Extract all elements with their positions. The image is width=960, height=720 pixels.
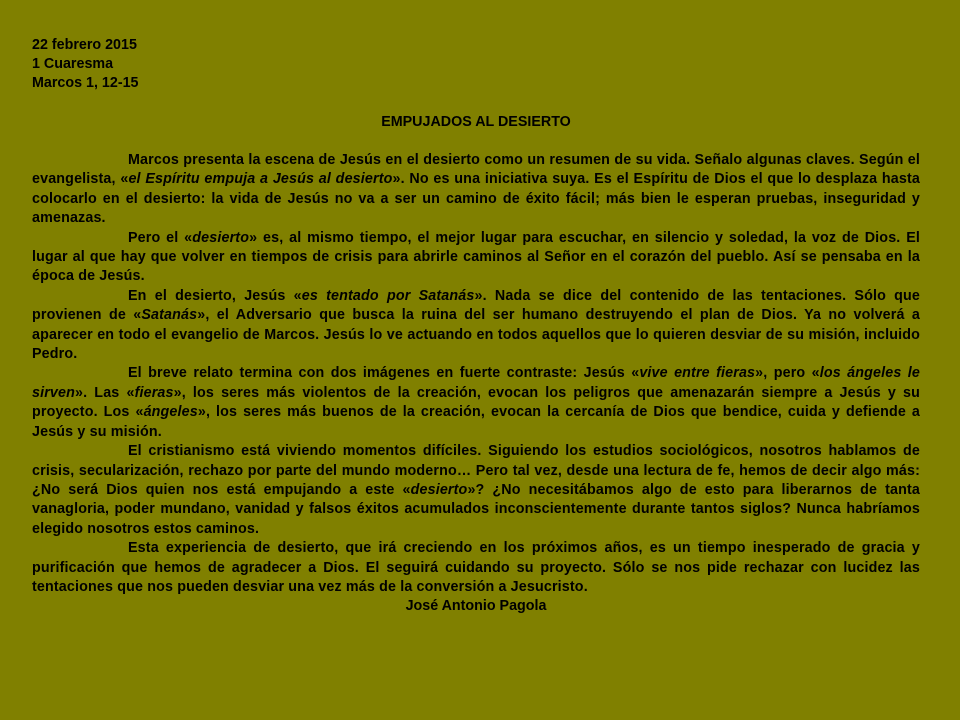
quote-run: los ángeles le sirven (32, 365, 920, 401)
text-run: »? ¿No necesitábamos algo de esto para liberarnos de tanta vanagloria, poder mundano, vanidad y falsos éxitos acumulados inconscientemente durante tantos siglos? Nunca habríamos elegido nosotros estos caminos. (32, 481, 920, 537)
text-run: », el Adversario que busca la ruina del ser humano destruyendo el plan de Dios. Ya no volverá a aparecer en todo el evangelio de Marcos. Jesús lo ve actuando en todos aquellos que lo quieren desviar de su misión, incluido Pedro. (32, 307, 920, 363)
text-run: El breve relato termina con dos imágenes en fuerte contraste: Jesús « (128, 365, 640, 382)
quote-run: fieras (134, 384, 174, 401)
quote-run: el Espíritu empuja a Jesús al desierto (128, 171, 393, 188)
quote-run: es tentado por Satanás (301, 287, 475, 304)
paragraph-2 (32, 229, 920, 287)
author-signature: José Antonio Pagola (405, 598, 547, 615)
text-run: ». Las « (75, 384, 135, 401)
reference-line: Marcos 1, 12-15 (32, 75, 139, 91)
text-run: » es, al mismo tiempo, el mejor lugar para escuchar, en silencio y soledad, la voz de Dios. El lugar al que hay que volver en tiempos de crisis para abrirle caminos al Señor en el corazón del pueblo. Así se pensaba en la época de Jesús. (32, 229, 921, 285)
text-run: En el desierto, Jesús « (128, 287, 302, 304)
article-body (32, 151, 920, 597)
text-run: Marcos presenta la escena de Jesús en el desierto como un resumen de su vida. Señalo algunas claves. Según el evangelista, « (32, 152, 920, 188)
text-run: Pero el « (128, 229, 193, 246)
quote-run: desierto (192, 229, 250, 246)
quote-run: desierto (410, 481, 468, 498)
quote-run: Satanás (141, 307, 198, 324)
text-run: », los seres más buenos de la creación, evocan la cercanía de Dios que bendice, cuida y defiende a Jesús y su misión. (32, 404, 920, 440)
article-title: EMPUJADOS AL DESIERTO (381, 114, 571, 130)
paragraph-6 (32, 539, 920, 597)
text-run: Esta experiencia de desierto, que irá creciendo en los próximos años, es un tiempo inesperado de gracia y purificación que hemos de agradecer a Dios. El seguirá cuidando su proyecto. Sólo se nos pide rechazar con lucidez las tentaciones que nos pueden desviar una vez más de la conversión a Jesucristo. (32, 540, 920, 595)
text-run: », pero « (755, 365, 820, 382)
paragraph-1 (32, 151, 920, 229)
quote-run: ángeles (143, 404, 198, 421)
liturgy-line: 1 Cuaresma (32, 56, 114, 72)
text-run: El cristianismo está viviendo momentos difíciles. Siguiendo los estudios sociológicos, nosotros hablamos de crisis, secularización, rechazo por parte del mundo moderno… Pero tal vez, desde una lectura de fe, hemos de decir algo más: ¿No será Dios quien nos está empujando a este « (32, 443, 920, 498)
quote-run: vive entre fieras (639, 365, 756, 382)
text-run: ». Nada se dice del contenido de las tentaciones. Sólo que provienen de « (32, 287, 920, 324)
date-line: 22 febrero 2015 (32, 37, 137, 53)
text-run: », los seres más violentos de la creación, evocan los peligros que amenazarán siempre a Jesús y su proyecto. Los « (32, 384, 921, 421)
paragraph-4 (32, 364, 920, 442)
paragraph-5 (32, 442, 920, 539)
text-run: ». No es una iniciativa suya. Es el Espíritu de Dios el que lo desplaza hasta colocarlo en el desierto: la vida de Jesús no va a ser un camino de éxito fácil; más bien le esperan pruebas, inseguridad y amenazas. (32, 171, 921, 227)
paragraph-3 (32, 287, 920, 365)
